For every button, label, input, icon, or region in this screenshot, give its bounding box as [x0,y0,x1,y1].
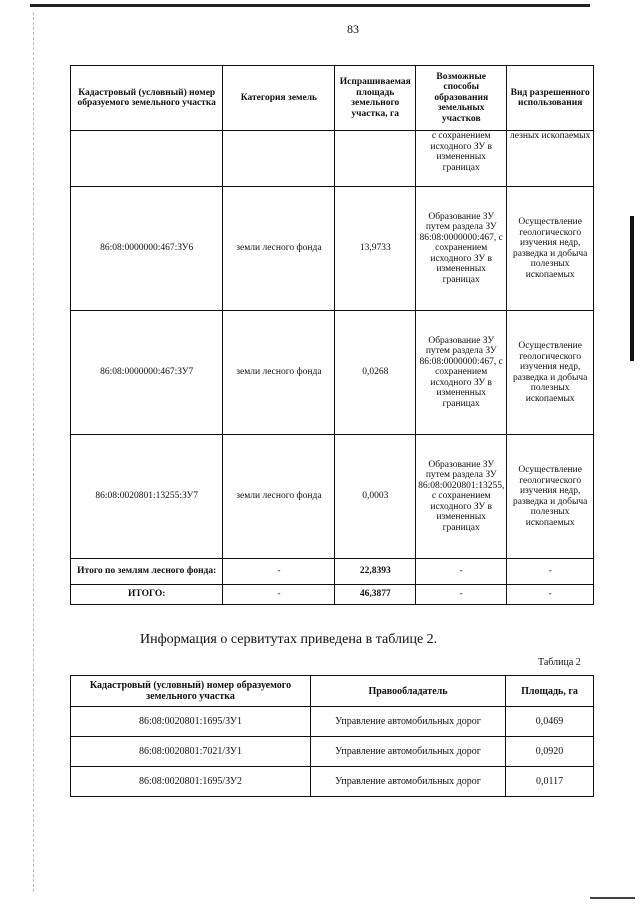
cell-formation-method: Образование ЗУ путем раздела ЗУ 86:08:0000000:467, с сохранением исходного ЗУ в измененных границах [416,187,507,311]
cell-formation-method: с сохранением исходного ЗУ в измененных границах [416,131,507,187]
cell-area [335,131,416,187]
cell-cadastral-number: 86:08:0000000:467:ЗУ7 [71,311,223,435]
cell-permitted-use: Осуществление геологического изучения недр, разведка и добыча полезных ископаемых [507,311,594,435]
header-cadastral-number: Кадастровый (условный) номер образуемого земельного участка [71,676,311,707]
header-requested-area: Испрашиваемая площадь земельного участка, га [335,66,416,131]
cell-formation-method: Образование ЗУ путем раздела ЗУ 86:08:0020801:13255, с сохранением исходного ЗУ в измененных границах [416,435,507,559]
table-header-row [71,676,594,707]
cell-right-holder: Управление автомобильных дорог [311,707,506,737]
table2-caption: Таблица 2 [538,657,581,668]
cell-land-category [223,131,335,187]
cell-land-category: земли лесного фонда [223,187,335,311]
cell-right-holder: Управление автомобильных дорог [311,767,506,797]
cell-cadastral-number: 86:08:0020801:13255:ЗУ7 [71,435,223,559]
cell-cadastral-number: 86:08:0020801:1695/ЗУ1 [71,707,311,737]
cell-cadastral-number: 86:08:0020801:7021/ЗУ1 [71,737,311,767]
cell-area: 0,0003 [335,435,416,559]
land-plots-table [70,65,594,605]
header-land-category: Категория земель [223,66,335,131]
total-label: ИТОГО: [71,585,223,605]
cell-area: 0,0268 [335,311,416,435]
cell-area: 0,0469 [506,707,594,737]
subtotal-method: - [416,559,507,585]
binding-margin-line [33,12,34,892]
scan-edge-mark [630,216,634,361]
servitudes-table [70,675,594,797]
total-category: - [223,585,335,605]
cell-land-category: земли лесного фонда [223,311,335,435]
cell-cadastral-number: 86:08:0020801:1695/ЗУ2 [71,767,311,797]
cell-cadastral-number: 86:08:0000000:467:ЗУ6 [71,187,223,311]
cell-cadastral-number [71,131,223,187]
servitude-info-paragraph: Информация о сервитутах приведена в таблице 2. [140,632,438,647]
cell-land-category: земли лесного фонда [223,435,335,559]
cell-area: 13,9733 [335,187,416,311]
table-row [71,131,594,187]
table-header-row [71,66,594,131]
subtotal-use: - [507,559,594,585]
subtotal-area: 22,8393 [335,559,416,585]
cell-area: 0,0117 [506,767,594,797]
total-area: 46,3877 [335,585,416,605]
table-row [71,187,594,311]
cell-area: 0,0920 [506,737,594,767]
header-right-holder: Правообладатель [311,676,506,707]
header-permitted-use: Вид разрешенного использования [507,66,594,131]
total-row [71,585,594,605]
subtotal-label: Итого по землям лесного фонда: [71,559,223,585]
header-cadastral-number: Кадастровый (условный) номер образуемого земельного участка [71,66,223,131]
page-number: 83 [347,22,359,36]
cell-permitted-use: Осуществление геологического изучения недр, разведка и добыча полезных ископаемых [507,187,594,311]
cell-permitted-use: лезных ископаемых [507,131,594,187]
table-row [71,707,594,737]
cell-right-holder: Управление автомобильных дорог [311,737,506,767]
cell-formation-method: Образование ЗУ путем раздела ЗУ 86:08:0000000:467, с сохранением исходного ЗУ в измененных границах [416,311,507,435]
table-row [71,311,594,435]
header-area: Площадь, га [506,676,594,707]
header-formation-method: Возможные способы образования земельных участков [416,66,507,131]
table-row [71,435,594,559]
subtotal-category: - [223,559,335,585]
scan-edge-line [30,4,590,7]
cell-permitted-use: Осуществление геологического изучения недр, разведка и добыча полезных ископаемых [507,435,594,559]
subtotal-row [71,559,594,585]
table-row [71,767,594,797]
table-row [71,737,594,767]
scan-corner-mark [590,897,635,899]
total-use: - [507,585,594,605]
total-method: - [416,585,507,605]
